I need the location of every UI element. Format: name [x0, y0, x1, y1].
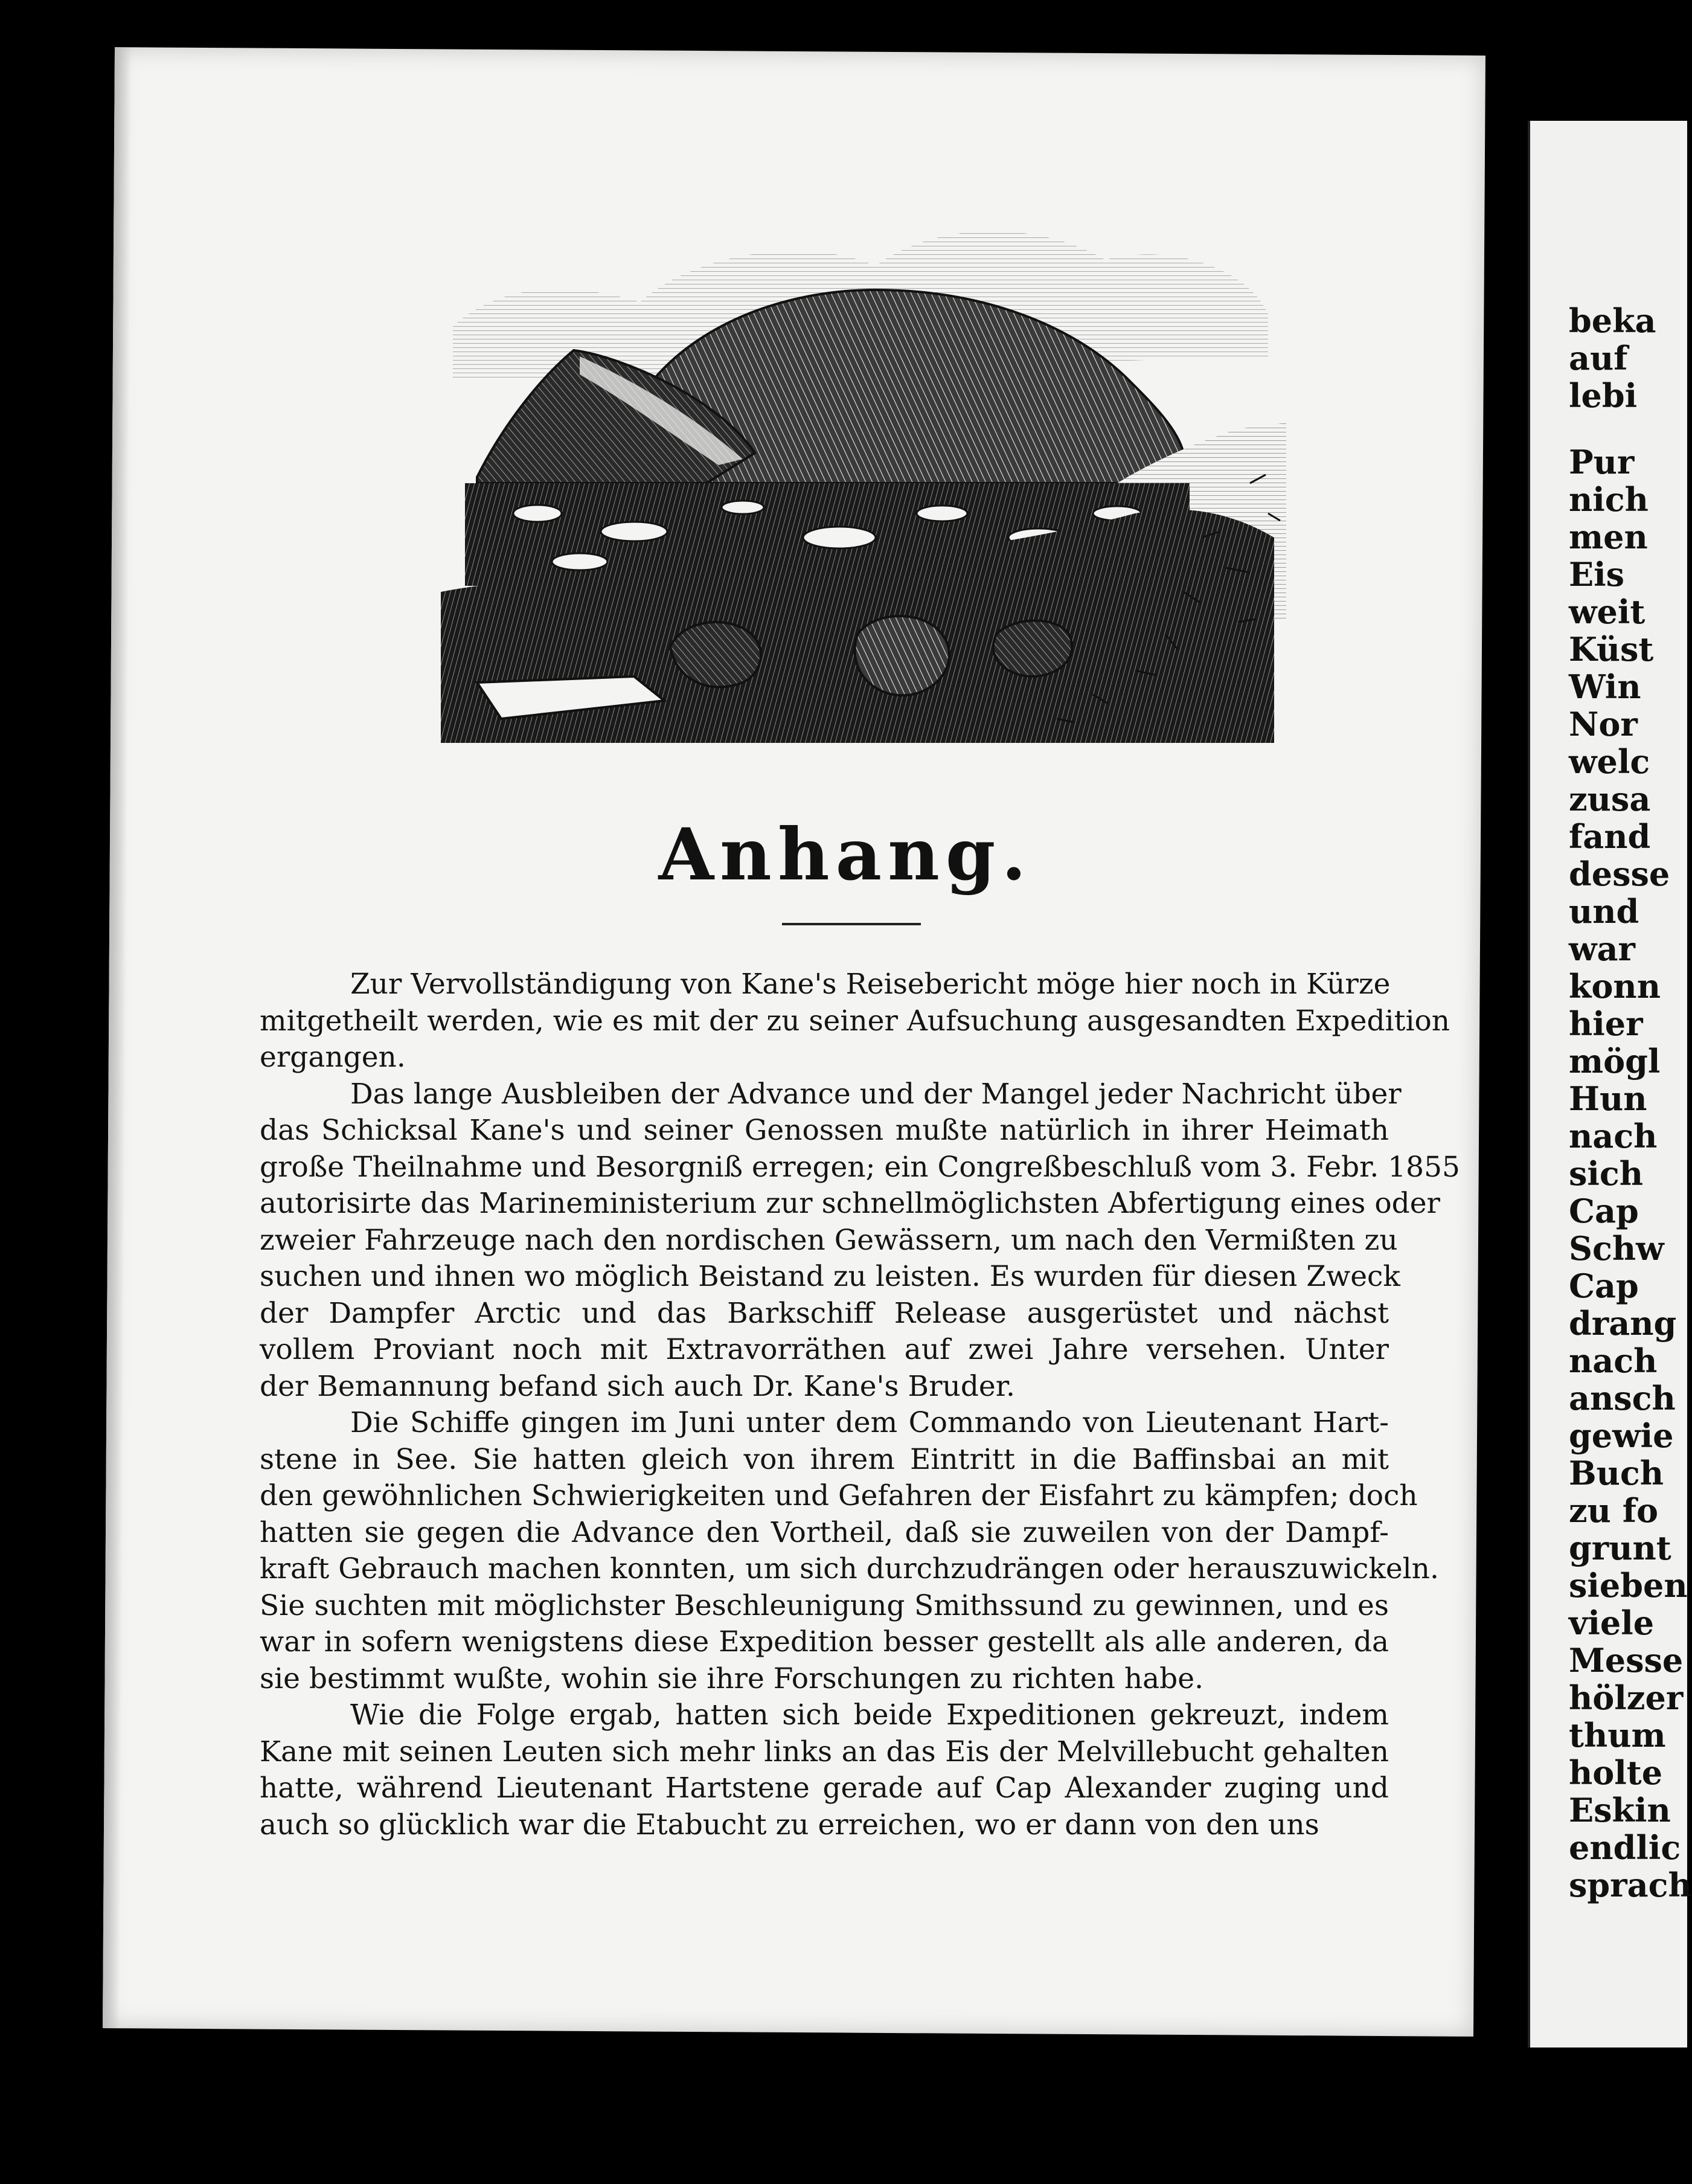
right-page-fragment: auf: [1569, 339, 1628, 377]
right-page-fragment: holte: [1569, 1753, 1663, 1792]
text-line: Das lange Ausbleiben der Advance und der Mangel jeder Nachricht über: [350, 1077, 1402, 1111]
right-page-fragment: hölzer: [1569, 1678, 1684, 1717]
text-line: Die Schiffe gingen im Juni unter dem Commando von Lieutenant Hart-: [350, 1406, 1389, 1439]
paragraph: [260, 1076, 1460, 1405]
right-page-fragment: endlic: [1569, 1828, 1681, 1867]
text-line: auch so glücklich war die Etabucht zu erreichen, wo er dann von den uns: [260, 1808, 1319, 1842]
text-line: ergangen.: [260, 1041, 406, 1074]
text-line: autorisirte das Marineministerium zur schnellmöglichsten Abfertigung eines oder: [260, 1187, 1440, 1220]
body-text: [260, 966, 1460, 1843]
right-page-fragment: Küst: [1569, 630, 1654, 669]
right-page-fragment: welc: [1569, 742, 1650, 781]
right-page-fragment: Win: [1569, 667, 1641, 706]
page-heading: Anhang.: [658, 812, 1033, 896]
arctic-rock-engraving: [380, 199, 1328, 761]
right-page-fragment: und: [1569, 892, 1639, 931]
text-line: der Bemannung befand sich auch Dr. Kane's Bruder.: [260, 1369, 1015, 1403]
paragraph: [260, 1697, 1389, 1843]
right-page-fragment: desse: [1569, 855, 1670, 893]
paragraph: [260, 966, 1450, 1076]
text-line: Sie suchten mit möglichster Beschleunigung Smithssund zu gewinnen, und es: [260, 1588, 1389, 1622]
right-page-fragment: sich: [1569, 1154, 1644, 1193]
text-line: stene in See. Sie hatten gleich von ihrem Eintritt in die Baffinsbai an mit: [260, 1442, 1389, 1476]
text-line: Kane mit seinen Leuten sich mehr links an das Eis der Melvillebucht gehalten: [260, 1735, 1389, 1768]
right-page-fragment: Eskin: [1569, 1791, 1671, 1829]
text-line: mitgetheilt werden, wie es mit der zu seiner Aufsuchung ausgesandten Expedition: [260, 1004, 1450, 1038]
right-page-fragment: [1569, 414, 1653, 443]
text-line: zweier Fahrzeuge nach den nordischen Gewässern, um nach den Vermißten zu: [260, 1223, 1398, 1257]
right-page-fragment: beka: [1569, 301, 1656, 340]
right-page-fragment: Buch: [1569, 1454, 1664, 1492]
text-line: Zur Vervollständigung von Kane's Reisebericht möge hier noch in Kürze: [350, 968, 1391, 1001]
right-page-fragment: Cap: [1569, 1192, 1639, 1230]
right-page-fragment: hier: [1569, 1004, 1643, 1043]
text-line: Wie die Folge ergab, hatten sich beide Expeditionen gekreuzt, indem: [350, 1698, 1389, 1732]
right-page-fragment: gewie: [1569, 1416, 1674, 1455]
heading-rule: [782, 923, 921, 925]
right-page-fragment: konn: [1569, 967, 1661, 1006]
right-page-fragment: sprach: [1569, 1866, 1692, 1904]
right-page-fragment: drang: [1569, 1304, 1677, 1343]
right-page-fragment: Cap: [1569, 1267, 1639, 1305]
right-page-fragment: ansch: [1569, 1379, 1676, 1418]
right-page-fragment: weit: [1569, 593, 1646, 631]
right-page-text-fragments: [1569, 301, 1692, 1904]
text-line: sie bestimmt wußte, wohin sie ihre Forschungen zu richten habe.: [260, 1662, 1204, 1695]
text-line: kraft Gebrauch machen konnten, um sich durchzudrängen oder herauszuwickeln.: [260, 1552, 1439, 1585]
right-page-fragment: Messe: [1569, 1641, 1684, 1680]
right-page-fragment: mögl: [1569, 1042, 1661, 1081]
right-page-fragment: fand: [1569, 817, 1651, 856]
text-line: vollem Proviant noch mit Extravorräthen auf zwei Jahre versehen. Unter: [260, 1333, 1389, 1366]
text-line: den gewöhnlichen Schwierigkeiten und Gefahren der Eisfahrt zu kämpfen; doch: [260, 1479, 1418, 1512]
right-page-fragment: zu fo: [1569, 1491, 1658, 1530]
right-page-fragment: Hun: [1569, 1079, 1647, 1118]
text-line: hatten sie gegen die Advance den Vortheil, daß sie zuweilen von der Dampf-: [260, 1515, 1389, 1549]
text-line: suchen und ihnen wo möglich Beistand zu leisten. Es wurden für diesen Zweck: [260, 1260, 1400, 1293]
right-page-fragment: men: [1569, 518, 1648, 556]
right-page-fragment: viele: [1569, 1604, 1655, 1642]
right-page-fragment: sieben: [1569, 1566, 1688, 1605]
right-page-fragment: lebi: [1569, 376, 1638, 415]
text-line: das Schicksal Kane's und seiner Genossen mußte natürlich in ihrer Heimath: [260, 1114, 1389, 1147]
text-line: der Dampfer Arctic und das Barkschiff Release ausgerüstet und nächst: [260, 1296, 1389, 1330]
right-page-fragment: zusa: [1569, 780, 1651, 818]
right-page-fragment: nach: [1569, 1341, 1658, 1380]
right-page-fragment: Eis: [1569, 555, 1625, 594]
right-page-fragment: thum: [1569, 1716, 1666, 1755]
right-page-fragment: war: [1569, 930, 1635, 968]
text-line: hatte, während Lieutenant Hartstene gerade auf Cap Alexander zuging und: [260, 1771, 1389, 1805]
right-page-fragment: Nor: [1569, 705, 1638, 744]
right-page-fragment: grunt: [1569, 1529, 1671, 1567]
right-page-fragment: nich: [1569, 480, 1649, 519]
right-page-fragment: Pur: [1569, 443, 1635, 481]
text-line: war in sofern wenigstens diese Expedition besser gestellt als alle anderen, da: [260, 1625, 1389, 1659]
right-page-fragment: Schw: [1569, 1229, 1664, 1268]
paragraph: [260, 1405, 1439, 1697]
right-page-fragment: nach: [1569, 1117, 1658, 1155]
text-line: große Theilnahme und Besorgniß erregen; ein Congreßbeschluß vom 3. Febr. 1855: [260, 1150, 1460, 1184]
